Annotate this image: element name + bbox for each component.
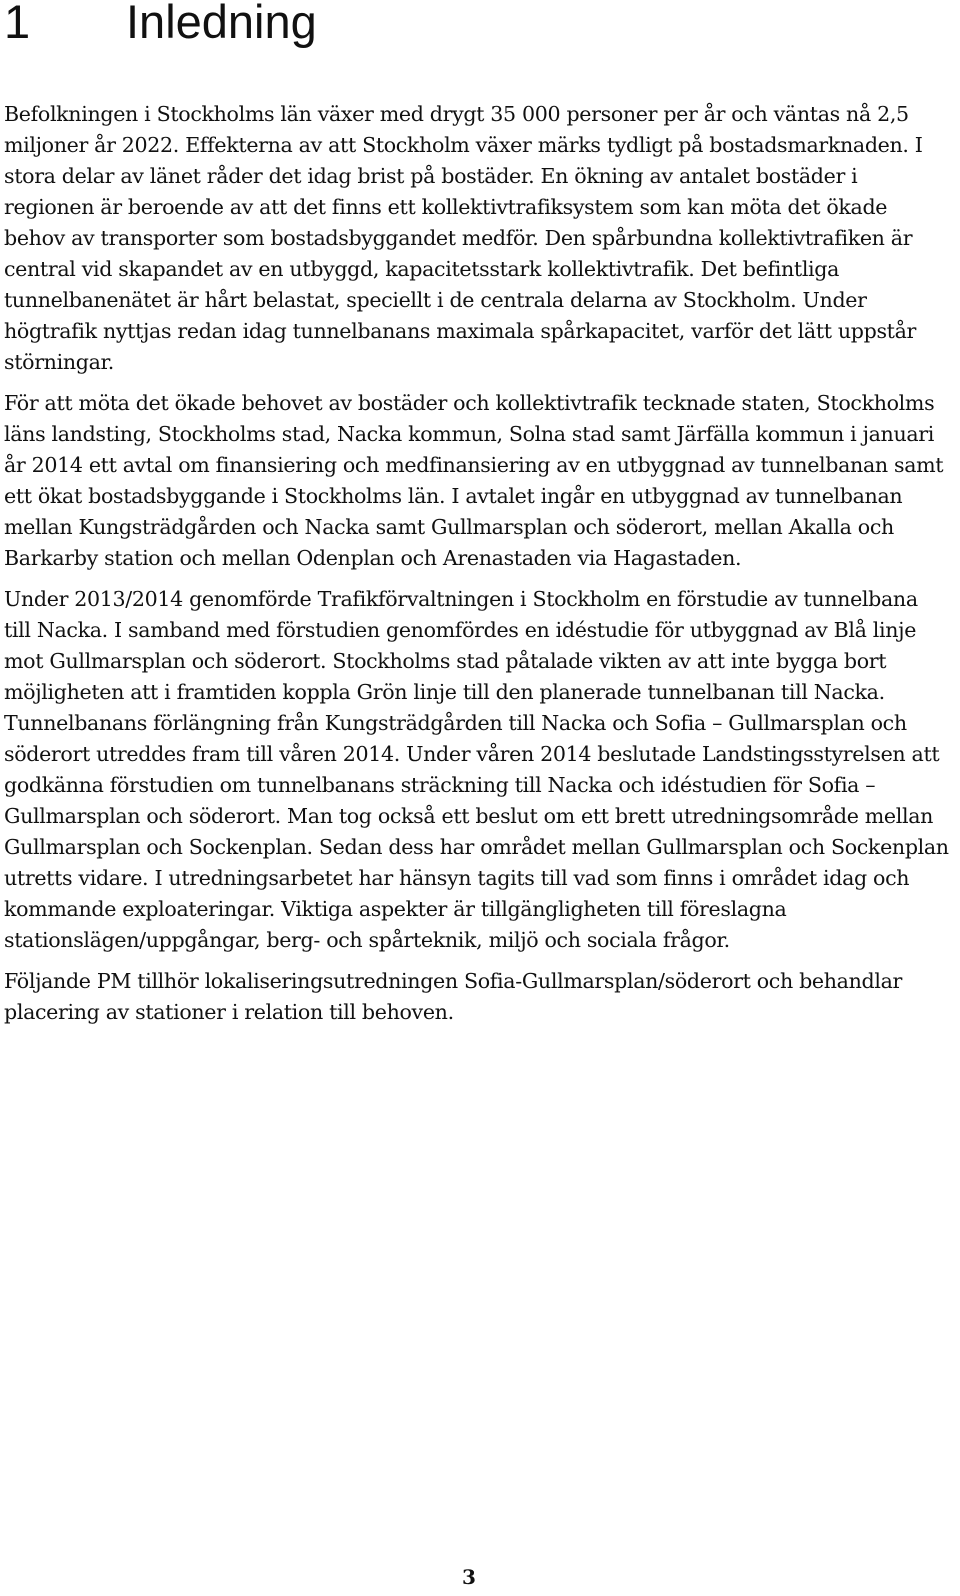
section-title: Inledning	[126, 0, 317, 48]
section-heading	[4, 0, 317, 50]
page-number: 3	[462, 1565, 476, 1589]
paragraph-agreement: För att möta det ökade behovet av bostäder och kollektivtrafik tecknade staten, Stockholms läns landsting, Stockholms stad, Nacka kommun, Solna stad samt Järfälla kommun i januari år 2014 ett avtal om finansiering och medfinansiering av en utbyggnad av tunnelbanan samt ett ökat bostadsbyggande i Stockholms län. I avtalet ingår en utbyggnad av tunnelbanan mellan Kungsträdgården och Nacka samt Gullmarsplan och söderort, mellan Akalla och Barkarby station och mellan Odenplan och Arenastaden via Hagastaden.	[4, 391, 944, 570]
paragraph-prestudy: Under 2013/2014 genomförde Trafikförvaltningen i Stockholm en förstudie av tunnelbana till Nacka. I samband med förstudien genomfördes en idéstudie för utbyggnad av Blå linje mot Gullmarsplan och söderort. Stockholms stad påtalade vikten av att inte bygga bort möjligheten att i framtiden koppla Grön linje till den planerade tunnelbanan till Nacka. Tunnelbanans förlängning från Kungsträdgården till Nacka och Sofia – Gullmarsplan och söderort utreddes fram till våren 2014. Under våren 2014 beslutade Landstingsstyrelsen att godkänna förstudien om tunnelbanans sträckning till Nacka och idéstudien för Sofia – Gullmarsplan och söderort. Man tog också ett beslut om ett brett utredningsområde mellan Gullmarsplan och Sockenplan. Sedan dess har området mellan Gullmarsplan och Sockenplan utretts vidare. I utredningsarbetet har hänsyn tagits till vad som finns i området idag och kommande exploateringar. Viktiga aspekter är tillgängligheten till föreslagna stationslägen/uppgångar, berg- och spårteknik, miljö och sociala frågor.	[4, 587, 949, 952]
paragraph-purpose: Följande PM tillhör lokaliseringsutredningen Sofia-Gullmarsplan/söderort och behandlar placering av stationer i relation till behoven.	[4, 969, 902, 1024]
section-number: 1	[4, 0, 31, 48]
paragraph-intro: Befolkningen i Stockholms län växer med drygt 35 000 personer per år och väntas nå 2,5 miljoner år 2022. Effekterna av att Stockholm växer märks tydligt på bostadsmarknaden. I stora delar av länet råder det idag brist på bostäder. En ökning av antalet bostäder i regionen är beroende av att det finns ett kollektivtrafiksystem som kan möta det ökade behov av transporter som bostadsbyggandet medför. Den spårbundna kollektivtrafiken är central vid skapandet av en utbyggd, kapacitetsstark kollektivtrafik. Det befintliga tunnelbanenätet är hårt belastat, speciellt i de centrala delarna av Stockholm. Under högtrafik nyttjas redan idag tunnelbanans maximala spårkapacitet, varför det lätt uppstår störningar.	[4, 102, 923, 374]
body-text	[4, 99, 949, 1038]
